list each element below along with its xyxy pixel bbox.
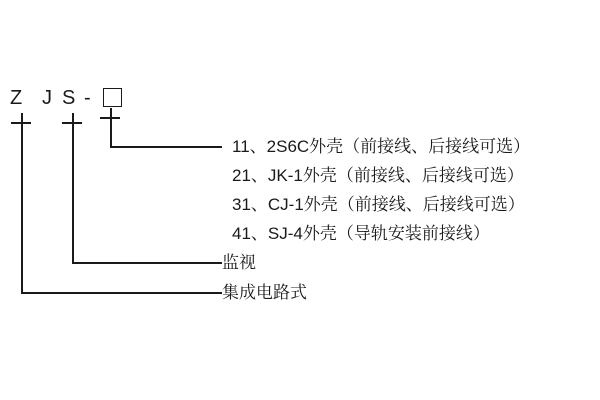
shell-option-31: 31、CJ-1外壳（前接线、后接线可选）	[232, 195, 525, 214]
leader-s-vertical	[72, 122, 74, 263]
code-char-dash: -	[84, 87, 91, 109]
shell-option-21: 21、JK-1外壳（前接线、后接线可选）	[232, 166, 524, 185]
function-label: 监视	[222, 253, 256, 272]
code-char-j: J	[42, 87, 52, 109]
leader-s-stub	[72, 113, 74, 122]
code-box-placeholder	[103, 88, 122, 107]
shell-option-41: 41、SJ-4外壳（导轨安装前接线）	[232, 224, 490, 243]
shell-option-11: 11、2S6C外壳（前接线、后接线可选）	[232, 137, 531, 156]
code-char-s: S	[62, 87, 76, 109]
leader-z-stub	[21, 113, 23, 122]
leader-box-horizontal	[110, 146, 222, 148]
leader-z-vertical	[21, 122, 23, 293]
leader-box-vertical	[110, 117, 112, 147]
type-label: 集成电路式	[222, 283, 307, 302]
code-char-z: Z	[10, 87, 23, 109]
leader-box-stub	[110, 108, 112, 117]
leader-s-horizontal	[72, 262, 222, 264]
leader-z-horizontal	[21, 292, 222, 294]
